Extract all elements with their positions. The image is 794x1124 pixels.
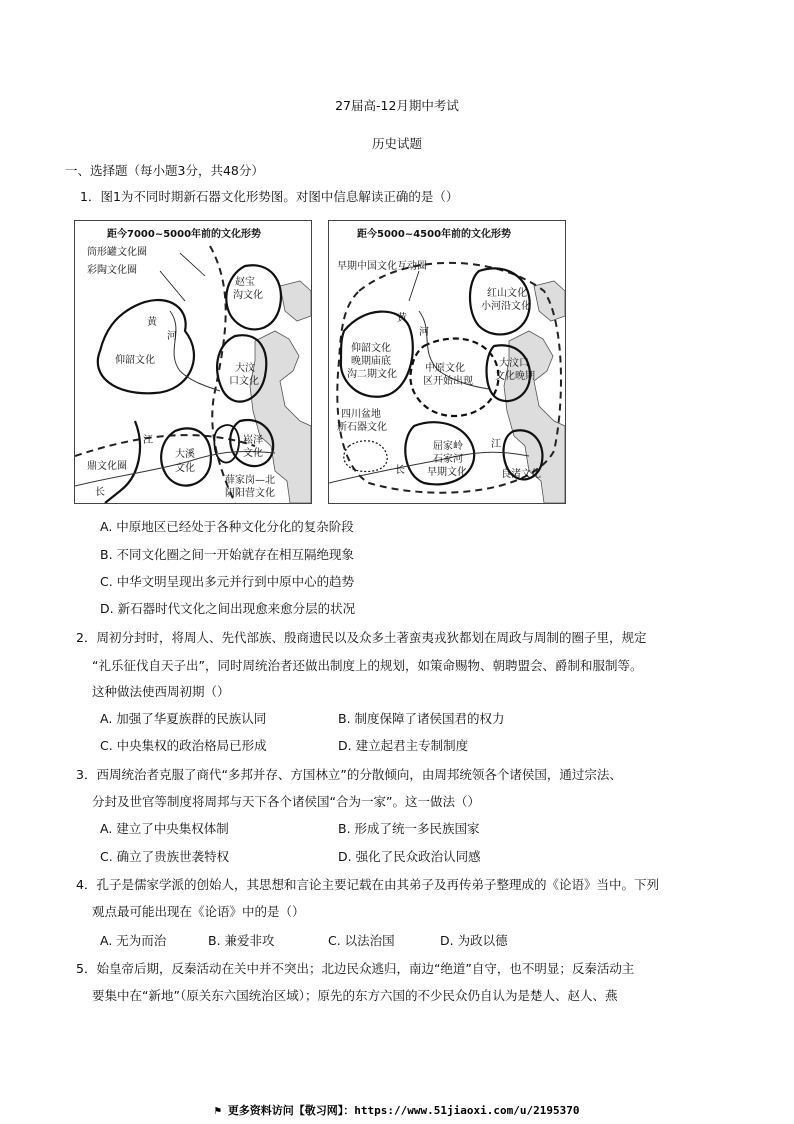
label-yangshao: 仰韶文化 bbox=[115, 355, 155, 366]
q4-option-c: C. 以法治国 bbox=[328, 933, 395, 948]
q2-option-a: A. 加强了华夏族群的民族认同 bbox=[100, 711, 267, 726]
q3-option-b: B. 形成了统一多民族国家 bbox=[338, 821, 480, 836]
map-right-figure bbox=[329, 221, 565, 503]
leader-line-1 bbox=[180, 253, 205, 276]
label-dawen-r1: 大汶口 bbox=[499, 358, 529, 369]
label-he-r: 河 bbox=[419, 327, 429, 338]
leader-line-2 bbox=[160, 271, 185, 301]
q4-option-b: B. 兼爱非攻 bbox=[208, 933, 275, 948]
q3-option-d: D. 强化了民众政治认同感 bbox=[338, 849, 481, 864]
q1-option-a: A. 中原地区已经处于各种文化分化的复杂阶段 bbox=[100, 519, 354, 534]
label-yangshao-3: 沟二期文化 bbox=[347, 369, 397, 380]
question-4-line-1: 4．孔子是儒家学派的创始人，其思想和言论主要记载在由其弟子及再传弟子整理成的《论语》当中。下列 bbox=[76, 877, 659, 892]
label-chang: 长 bbox=[95, 487, 105, 498]
q4-option-d: D. 为政以德 bbox=[440, 933, 508, 948]
label-tongxing: 筒形罐文化圈 bbox=[87, 247, 147, 258]
label-xuejia-1: 薛家岗—北 bbox=[225, 475, 275, 486]
map-right-title: 距今5000~4500年前的文化形势 bbox=[357, 229, 512, 240]
label-zhaobao-1: 赵宝 bbox=[235, 277, 255, 288]
label-he: 河 bbox=[167, 331, 177, 342]
label-qujia-3: 早期文化 bbox=[427, 467, 467, 478]
question-2-line-3: 这种做法使西周初期（） bbox=[92, 684, 230, 699]
q2-option-c: C. 中央集权的政治格局已形成 bbox=[100, 738, 267, 753]
question-4-line-2: 观点最可能出现在《论语》中的是（） bbox=[92, 904, 305, 919]
label-hongshan-1: 红山文化 bbox=[487, 288, 527, 299]
label-chang-r: 长 bbox=[395, 465, 405, 476]
label-zhaobao-2: 沟文化 bbox=[233, 290, 263, 301]
map-right-panel bbox=[328, 220, 566, 504]
q3-option-a: A. 建立了中央集权体制 bbox=[100, 821, 229, 836]
yangshao-late-circle bbox=[341, 312, 413, 397]
label-sichuan-2: 新石器文化 bbox=[337, 422, 387, 433]
section-heading: 一、选择题（每小题3分，共48分） bbox=[65, 163, 264, 178]
label-dawen-2: 口文化 bbox=[229, 376, 259, 387]
label-yangshao-2: 晚期庙底 bbox=[351, 356, 391, 367]
label-xuejia-2: 阴阳营文化 bbox=[225, 488, 275, 499]
q2-option-b: B. 制度保障了诸侯国君的权力 bbox=[338, 711, 505, 726]
label-zhongyuan-2: 区开始出现 bbox=[423, 376, 473, 387]
label-hongshan-2: 小河沿文化 bbox=[481, 301, 531, 312]
label-yangshao-1: 仰韶文化 bbox=[351, 343, 391, 354]
map-left-figure bbox=[75, 221, 311, 503]
label-fuwen: 鼎文化圈 bbox=[87, 461, 127, 472]
label-songze-2: 文化 bbox=[243, 448, 263, 459]
q3-option-c: C. 确立了贵族世袭特权 bbox=[100, 849, 230, 864]
map-left-title: 距今7000~5000年前的文化形势 bbox=[107, 229, 262, 240]
label-hudong: 早期中国文化互动圈 bbox=[337, 261, 427, 272]
label-huang: 黄 bbox=[147, 317, 157, 328]
label-dawen-1: 大汶 bbox=[235, 363, 255, 374]
label-huang-r: 黄 bbox=[397, 313, 407, 324]
q2-option-d: D. 建立起君主专制制度 bbox=[338, 738, 469, 753]
peninsula-left bbox=[280, 281, 311, 321]
question-3-line-2: 分封及世官等制度将周邦与天下各个诸侯国“合为一家”。这一做法（） bbox=[92, 794, 480, 809]
question-5-line-2: 要集中在“新地”（原关东六国统治区域）；原先的东方六国的不少民众仍自认为是楚人、赵人、燕 bbox=[92, 988, 618, 1003]
question-2-line-2: “礼乐征伐自天子出”，同时周统治者还做出制度上的规划，如策命赐物、朝聘盟会、爵制和服制等。 bbox=[92, 658, 643, 673]
q1-option-c: C. 中华文明呈现出多元并行到中原中心的趋势 bbox=[100, 574, 355, 589]
label-songze-1: 崧泽 bbox=[243, 435, 263, 446]
map-left-panel bbox=[74, 220, 312, 504]
yellow-river-left bbox=[170, 311, 220, 391]
leader-line-3 bbox=[409, 271, 419, 301]
sichuan-circle bbox=[344, 441, 387, 472]
xuejiagang-circle bbox=[214, 425, 239, 463]
label-caitao: 彩陶文化圈 bbox=[87, 265, 137, 276]
label-qujia-2: 石家河 bbox=[433, 454, 463, 465]
exam-title: 27届高-12月期中考试 bbox=[335, 98, 459, 113]
footer-text[interactable]: 更多资料访问【敬习网】：https://www.51jiaoxi.com/u/2195370 bbox=[227, 1104, 580, 1117]
q1-option-b: B. 不同文化圈之间一开始就存在相互隔绝现象 bbox=[100, 547, 355, 562]
yangshao-circle bbox=[98, 300, 194, 393]
label-jiang-r: 江 bbox=[491, 439, 501, 450]
exam-subtitle: 历史试题 bbox=[371, 136, 422, 151]
boundary-dashed-left bbox=[210, 246, 235, 503]
question-5-line-1: 5．始皇帝后期，反秦活动在关中并不突出；北边民众逃归，南边“绝道”自守，也不明显；反秦活动主 bbox=[76, 961, 635, 976]
q1-option-d: D. 新石器时代文化之间出现愈来愈分层的状况 bbox=[100, 601, 356, 616]
label-daxi-1: 大溪 bbox=[175, 449, 195, 460]
label-liangzhu: 良渚文化 bbox=[501, 469, 541, 480]
label-qujia-1: 屈家岭 bbox=[433, 441, 463, 452]
flag-icon: ⚑ bbox=[214, 1104, 228, 1117]
question-2-line-1: 2．周初分封时，将周人、先代部族、殷商遗民以及众多土著蛮夷戎狄都划在周政与周制的圈子里，规定 bbox=[76, 630, 647, 645]
question-1-stem: 1．图1为不同时期新石器文化形势图。对图中信息解读正确的是（） bbox=[80, 189, 459, 204]
label-jiang: 江 bbox=[143, 435, 153, 446]
label-zhongyuan-1: 中原文化 bbox=[425, 363, 465, 374]
q4-option-a: A. 无为而治 bbox=[100, 933, 167, 948]
question-3-line-1: 3．西周统治者克服了商代“多邦并存、方国林立”的分散倾向，由周邦统领各个诸侯国，通过宗法、 bbox=[76, 767, 622, 782]
label-dawen-r2: 文化晚期 bbox=[495, 371, 535, 382]
label-daxi-2: 文化 bbox=[175, 463, 195, 474]
label-sichuan-1: 四川盆地 bbox=[341, 409, 381, 420]
footer-link[interactable] bbox=[0, 1102, 794, 1118]
